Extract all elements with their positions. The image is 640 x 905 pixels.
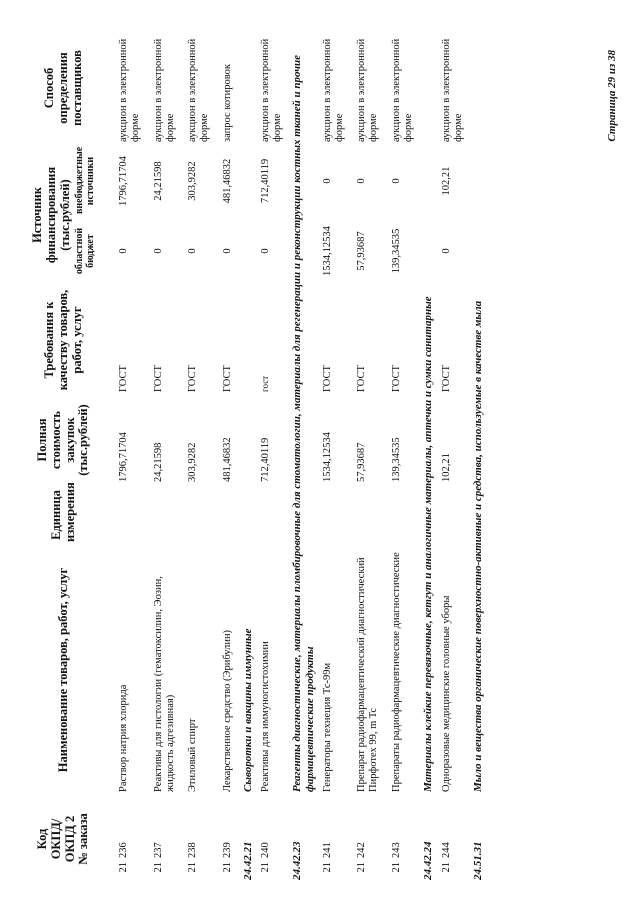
header-source-extra: внебюджетные источники — [74, 146, 97, 214]
item-total: 102,21 — [440, 453, 452, 482]
item-name: Одноразовые медицинские головные уборы — [440, 595, 452, 792]
item-name: Раствор натрия хлорида — [118, 684, 130, 792]
item-total: 481,46832 — [221, 437, 233, 482]
item-unit — [182, 485, 217, 545]
item-requirements: ГОСТ — [152, 365, 164, 392]
header-source-regional: областной бюджет — [74, 227, 97, 275]
order-number: 21240 — [259, 842, 271, 873]
item-source-regional: 57,93687 — [356, 231, 368, 271]
table-row — [113, 31, 148, 883]
order-number: 21243 — [390, 842, 402, 873]
section-row — [420, 31, 435, 883]
section-row — [240, 31, 255, 883]
item-method: аукцион в электронной форме — [118, 38, 141, 142]
section-title: Реагенты диагностические, материалы пломбировочные для стоматологии, материалы для регенерации и реконструкции костных тканей и прочие фармацевтические продукты — [291, 55, 316, 792]
section-row — [470, 31, 485, 883]
section-title: Материалы клейкие перевязочные, кетгут и аналогичные материалы, аптечки и сумки санитарные — [422, 296, 435, 792]
table-row — [436, 31, 471, 883]
item-method: аукцион в электронной форме — [356, 38, 380, 142]
item-total: 1796,71704 — [118, 432, 130, 482]
item-name: Реактивы для гистологии (гематоксилин, Эозин, жидкость адгезивная) — [152, 576, 176, 792]
item-requirements: ГОСТ — [356, 365, 368, 392]
table-body — [113, 31, 485, 883]
item-source-extra: 0 — [390, 178, 402, 184]
table-row — [317, 31, 352, 883]
procurement-table — [30, 31, 486, 883]
page-footer: Страница 29 из 38 — [606, 50, 618, 142]
item-name: Реактивы для иммуногистохимии — [259, 641, 271, 792]
order-number: 21242 — [356, 842, 368, 873]
section-row — [289, 31, 317, 883]
table-row — [148, 31, 183, 883]
item-source-regional: 0 — [440, 248, 452, 254]
item-source-extra: 1796,71704 — [118, 156, 130, 206]
item-source-extra: 24,21598 — [152, 161, 164, 201]
order-number: 21238 — [187, 842, 199, 873]
item-source-regional: 0 — [152, 248, 164, 254]
item-source-regional: 0 — [259, 248, 271, 254]
item-unit — [386, 485, 421, 545]
header-source: Источник финансирования (тыс.рублей) — [30, 166, 72, 264]
header-unit: Единица измерения — [48, 482, 77, 542]
item-name: Лекарственное средство (Эрибулин) — [221, 629, 233, 792]
item-method: аукцион в электронной форме — [259, 38, 283, 142]
item-method: аукцион в электронной форме — [321, 38, 345, 142]
item-requirements: ГОСТ — [321, 365, 333, 392]
item-method: запрос котировок — [221, 64, 233, 142]
item-total: 24,21598 — [152, 442, 164, 482]
item-name: Этиловый спирт — [187, 718, 199, 792]
section-title: Сыворотки и вакцины иммунные — [241, 628, 254, 792]
item-method: аукцион в электронной форме — [187, 38, 210, 142]
section-code: 24.42.24 — [422, 841, 435, 880]
order-number: 21239 — [221, 842, 233, 873]
header-total: Полная стоимость закупок (тыс.рублей) — [35, 404, 91, 476]
section-code: 24.42.23 — [291, 841, 304, 880]
item-total: 57,93687 — [356, 442, 368, 482]
item-unit — [113, 485, 148, 545]
item-source-regional: 0 — [118, 248, 130, 254]
header-name: Наименование товаров, работ, услуг — [55, 567, 70, 773]
section-code: 24.51.31 — [472, 841, 485, 880]
section-code: 24.42.21 — [241, 841, 254, 880]
item-requirements: ГОСТ — [118, 365, 130, 392]
item-unit — [255, 485, 290, 545]
item-source-regional: 0 — [187, 248, 199, 254]
item-requirements: ГОСТ — [440, 365, 452, 392]
item-total: 712,40119 — [259, 437, 271, 482]
item-unit — [217, 485, 240, 545]
item-name: Препарат радиофармацевтический диагностический Пирфотех 99, m Tc — [356, 557, 380, 792]
item-method: аукцион в электронной форме — [440, 38, 464, 142]
item-unit — [351, 485, 386, 545]
header-code: Код ОКПД/ ОКПД 2 № заказа — [35, 813, 91, 865]
item-requirements: ГОСТ — [221, 365, 233, 392]
order-number: 21237 — [152, 842, 164, 873]
item-source-extra: 481,46832 — [221, 158, 233, 204]
item-unit — [317, 485, 352, 545]
item-requirements: ГОСТ — [390, 365, 402, 392]
item-source-regional: 0 — [221, 248, 233, 254]
section-title: Мыло и вещества органические поверхностно-активные и средства, используемые в качестве мыла — [472, 300, 485, 792]
item-total: 303,9282 — [187, 442, 199, 482]
header-requirements: Требования к качеству товаров, работ, услуг — [42, 289, 84, 391]
table-row — [255, 31, 290, 883]
table-row — [386, 31, 421, 883]
item-unit — [148, 485, 183, 545]
item-source-extra: 712,40119 — [259, 158, 271, 204]
item-source-extra: 0 — [356, 178, 368, 184]
item-name: Препараты радиофармацевтические диагностические — [390, 552, 402, 792]
table-row — [217, 31, 240, 883]
item-name: Генераторы технеция Тс-99м — [321, 662, 333, 792]
item-source-regional: 1534,12534 — [321, 226, 333, 276]
order-number: 21241 — [321, 842, 333, 873]
table-row — [351, 31, 386, 883]
order-number: 21236 — [118, 842, 130, 873]
item-method: аукцион в электронной форме — [152, 38, 176, 142]
item-requirements: ГОСТ — [187, 365, 199, 392]
item-total: 1534,12534 — [321, 432, 333, 482]
table-row — [182, 31, 217, 883]
item-method: аукцион в электронной форме — [390, 38, 414, 142]
item-source-extra: 0 — [321, 178, 333, 184]
header-method: Способ определения поставщиков — [42, 50, 84, 126]
item-source-extra: 303,9282 — [187, 161, 199, 201]
item-source-extra: 102,21 — [440, 166, 452, 196]
item-requirements: гост — [259, 375, 270, 392]
order-number: 21244 — [440, 842, 452, 873]
item-total: 139,34535 — [390, 437, 402, 482]
item-source-regional: 139,34535 — [390, 228, 402, 274]
item-unit — [436, 485, 471, 545]
